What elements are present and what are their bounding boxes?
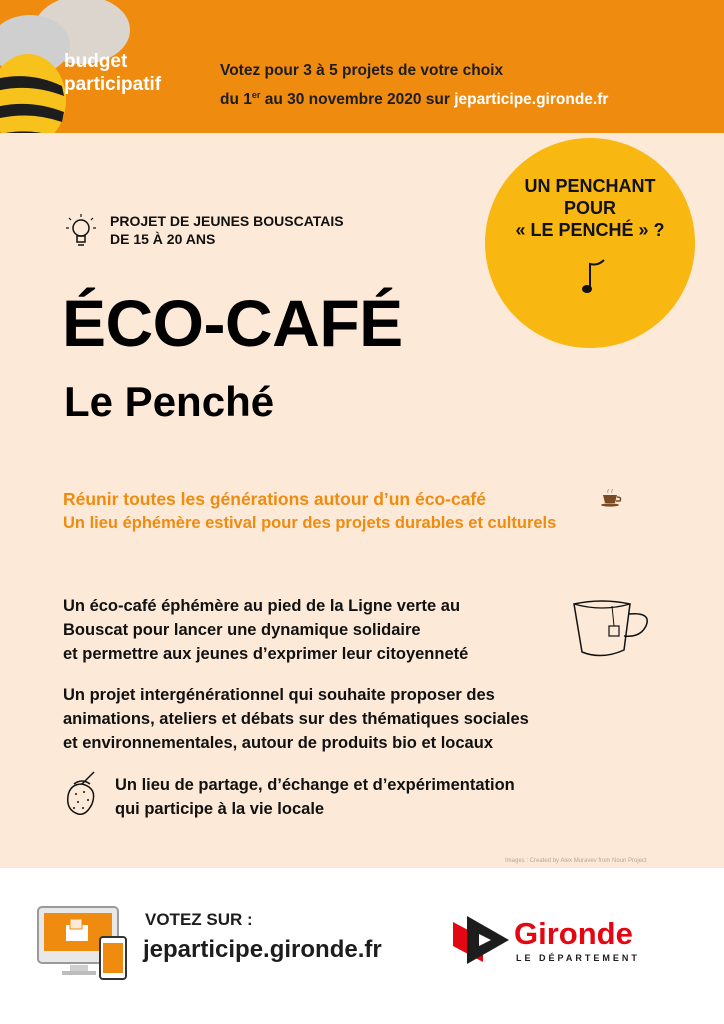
votez-label: VOTEZ SUR : <box>145 910 253 929</box>
coffee-icon <box>600 489 624 507</box>
para2-line: et environnementales, autour de produits bio et locaux <box>63 734 493 752</box>
badge-line-2: POUR <box>563 198 616 218</box>
description-paragraph-3 <box>115 773 515 821</box>
para1-line: Bouscat pour lancer une dynamique solidaire <box>63 621 421 639</box>
gironde-name: Gironde <box>514 916 633 951</box>
badge-line-3: « LE PENCHÉ » ? <box>515 220 665 240</box>
lightbulb-icon <box>64 212 98 250</box>
para2-line: animations, ateliers et débats sur des thématiques sociales <box>63 710 529 728</box>
vote-line-1: Votez pour 3 à 5 projets de votre choix <box>220 62 504 79</box>
para1-line: et permettre aux jeunes d’exprimer leur citoyenneté <box>63 645 469 663</box>
devices-icon <box>36 903 136 983</box>
penchant-badge <box>485 138 695 348</box>
tagline-line-1: Réunir toutes les générations autour d’un éco-café <box>63 489 486 509</box>
badge-line-1: UN PENCHANT <box>524 176 656 196</box>
votez-url-link[interactable]: jeparticipe.gironde.fr <box>143 936 382 963</box>
brand-line-1: budget <box>64 51 128 72</box>
owner-line-2: DE 15 À 20 ANS <box>110 231 216 247</box>
teacup-icon <box>568 598 652 662</box>
vote-line-2 <box>220 83 608 112</box>
vote-date-sup: er <box>251 90 261 100</box>
para3-line: Un lieu de partage, d’échange et d’expérimentation <box>115 776 515 794</box>
gironde-logo-icon <box>453 912 509 972</box>
music-note-icon <box>578 258 606 298</box>
project-tagline <box>63 487 556 535</box>
para3-line: qui participe à la vie locale <box>115 800 325 818</box>
brand-line-2: participatif <box>64 74 162 95</box>
project-owner-label <box>110 212 344 248</box>
project-title: ÉCO-CAFÉ <box>62 286 403 360</box>
description-paragraph-1 <box>63 594 468 666</box>
para1-line: Un éco-café éphémère au pied de la Ligne verte au <box>63 597 461 615</box>
project-subtitle: Le Penché <box>64 378 275 425</box>
vote-date-start: du 1 <box>220 91 252 109</box>
para2-line: Un projet intergénérationnel qui souhaite proposer des <box>63 686 495 704</box>
description-paragraph-2 <box>63 683 529 755</box>
gironde-departement: LE DÉPARTEMENT <box>516 953 640 963</box>
vote-instructions <box>220 58 608 112</box>
strawberry-icon <box>64 770 100 818</box>
vote-date-end: au 30 novembre 2020 sur <box>260 91 455 109</box>
image-credits: Images : Created by Alex Muravev from Noun Project <box>505 858 647 864</box>
budget-participatif-title <box>64 50 161 96</box>
vote-url-link[interactable]: jeparticipe.gironde.fr <box>454 91 609 109</box>
penchant-badge-text <box>485 175 695 241</box>
owner-line-1: PROJET DE JEUNES BOUSCATAIS <box>110 213 344 229</box>
tagline-line-2: Un lieu éphémère estival pour des projets durables et culturels <box>63 514 557 532</box>
